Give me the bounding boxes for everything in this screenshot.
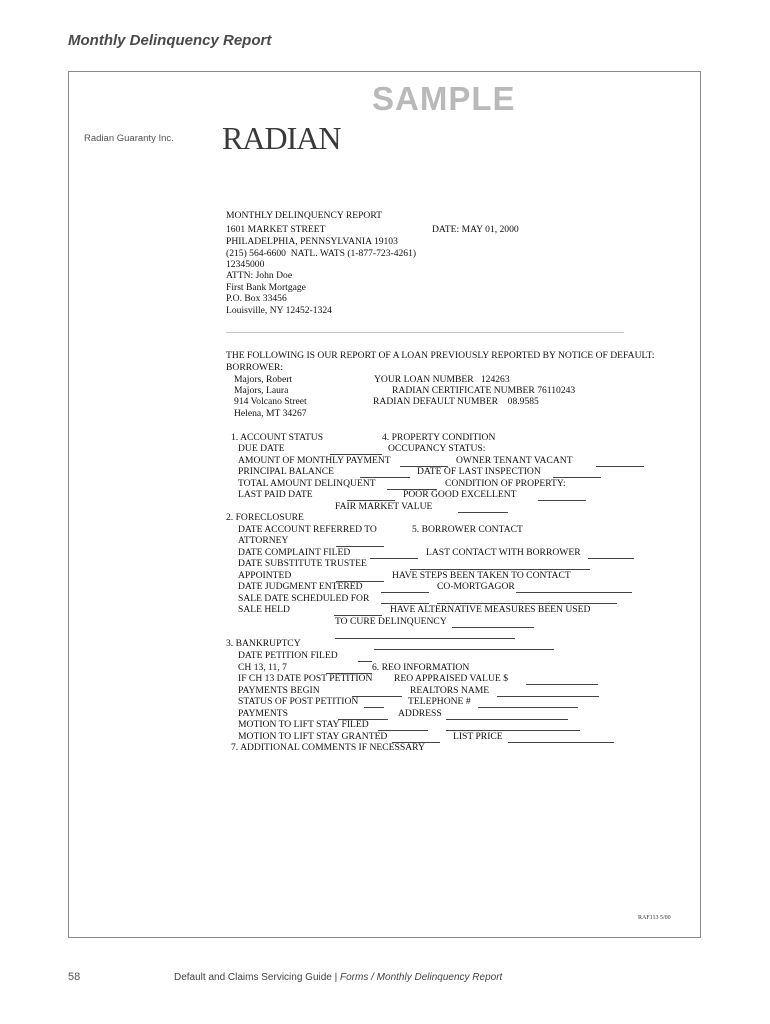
borrower-contact-heading: 5. BORROWER CONTACT xyxy=(412,524,523,535)
cure-field[interactable] xyxy=(452,627,534,628)
reo-heading: 6. REO INFORMATION xyxy=(372,662,470,673)
judgment-entered-label: DATE JUDGMENT ENTERED xyxy=(238,581,363,592)
sample-watermark: SAMPLE xyxy=(372,80,516,117)
bankruptcy-heading: 3. BANKRUPTCY xyxy=(226,638,301,649)
list-price-field[interactable] xyxy=(508,742,614,743)
street: 1601 MARKET STREET xyxy=(226,224,326,235)
motion-granted-label: MOTION TO LIFT STAY GRANTED xyxy=(238,731,388,742)
petition-filed-field[interactable] xyxy=(358,661,372,662)
footer-separator: | xyxy=(331,972,341,983)
account-status-heading: 1. ACCOUNT STATUS xyxy=(231,432,324,443)
occupancy-label: OCCUPANCY STATUS: xyxy=(388,443,486,454)
city: PHILADELPHIA, PENNSYLVANIA 19103 xyxy=(226,236,398,247)
list-price-label: LIST PRICE xyxy=(453,731,503,742)
borrower-street: 914 Volcano Street xyxy=(234,396,307,407)
foreclosure-heading: 2. FORECLOSURE xyxy=(226,512,304,523)
last-contact-label: LAST CONTACT WITH BORROWER xyxy=(426,547,581,558)
alt-measures-label: HAVE ALTERNATIVE MEASURES BEEN USED xyxy=(390,604,591,615)
property-condition-heading: 4. PROPERTY CONDITION xyxy=(382,432,496,443)
status-post-label: STATUS OF POST PETITION xyxy=(238,696,359,707)
page-number: 58 xyxy=(68,971,81,983)
reo-value-field[interactable] xyxy=(526,684,598,685)
attorney-label: ATTORNEY xyxy=(238,535,289,546)
telephone-label: TELEPHONE # xyxy=(408,696,471,707)
sale-scheduled-label: SALE DATE SCHEDULED FOR xyxy=(238,593,370,604)
intro-text: THE FOLLOWING IS OUR REPORT OF A LOAN PREVIOUSLY REPORTED BY NOTICE OF DEFAULT: xyxy=(226,350,655,361)
reo-value-label: REO APPRAISED VALUE $ xyxy=(394,673,508,684)
report-date: DATE: MAY 01, 2000 xyxy=(432,224,519,235)
borrower-name-1: Majors, Robert xyxy=(234,374,293,385)
complaint-filed-label: DATE COMPLAINT FILED xyxy=(238,547,351,558)
condition-options: POOR GOOD EXCELLENT xyxy=(403,489,517,500)
borrower-city: Helena, MT 34267 xyxy=(234,408,307,419)
last-paid-label: LAST PAID DATE xyxy=(238,489,313,500)
co-mortgagor-label: CO-MORTGAGOR xyxy=(437,581,515,592)
default-number: RADIAN DEFAULT NUMBER 08.9585 xyxy=(373,396,539,407)
appointed-label: APPOINTED xyxy=(238,570,292,581)
date-referred-label: DATE ACCOUNT REFERRED TO xyxy=(238,524,377,535)
page-title: Monthly Delinquency Report xyxy=(68,32,272,49)
borrower-label: BORROWER: xyxy=(226,362,284,373)
telephone-field[interactable] xyxy=(478,707,578,708)
last-inspection-label: DATE OF LAST INSPECTION xyxy=(417,466,541,477)
address-field[interactable] xyxy=(446,719,568,720)
cure-label: TO CURE DELINQUENCY xyxy=(335,616,447,627)
last-contact-field[interactable] xyxy=(588,558,634,559)
realtors-label: REALTORS NAME xyxy=(410,685,490,696)
principal-label: PRINCIPAL BALANCE xyxy=(238,466,335,477)
form-code: RAF113 5/00 xyxy=(638,915,671,921)
account-number: 12345000 xyxy=(226,259,265,270)
petition-filed-label: DATE PETITION FILED xyxy=(238,650,338,661)
logo-text: RADIAN xyxy=(222,120,341,156)
phone: (215) 564-6600 NATL. WATS (1-877-723-4261) xyxy=(226,248,417,259)
lender-name: First Bank Mortgage xyxy=(226,282,306,293)
certificate-number: RADIAN CERTIFICATE NUMBER 76110243 xyxy=(392,385,576,396)
borrower-name-2: Majors, Laura xyxy=(234,385,289,396)
status-post-field[interactable] xyxy=(364,707,384,708)
address-label: ADDRESS xyxy=(398,708,442,719)
co-mortgagor-field[interactable] xyxy=(516,592,632,593)
radian-logo xyxy=(222,120,347,160)
ch-label: CH 13, 11, 7 xyxy=(238,662,287,673)
footer-section: Forms / Monthly Delinquency Report xyxy=(340,972,503,983)
divider xyxy=(226,332,624,333)
payments-begin-field[interactable] xyxy=(352,696,402,697)
cure-extra-field[interactable] xyxy=(335,638,515,639)
footer-guide: Default and Claims Servicing Guide xyxy=(174,972,332,983)
fair-market-field[interactable] xyxy=(458,512,508,513)
occupancy-options: OWNER TENANT VACANT xyxy=(456,455,573,466)
condition-label: CONDITION OF PROPERTY: xyxy=(445,478,566,489)
attn: ATTN: John Doe xyxy=(226,270,293,281)
complaint-filed-field[interactable] xyxy=(370,558,418,559)
post-petition-label: IF CH 13 DATE POST PETITION xyxy=(238,673,373,684)
monthly-payment-label: AMOUNT OF MONTHLY PAYMENT xyxy=(238,455,391,466)
fair-market-label: FAIR MARKET VALUE xyxy=(335,501,433,512)
comments-heading: 7. ADDITIONAL COMMENTS IF NECESSARY xyxy=(231,742,425,753)
loan-number: YOUR LOAN NUMBER 124263 xyxy=(374,374,510,385)
condition-field[interactable] xyxy=(538,500,586,501)
payments-begin-label: PAYMENTS BEGIN xyxy=(238,685,320,696)
company-name: Radian Guaranty Inc. xyxy=(84,133,174,144)
sale-held-label: SALE HELD xyxy=(238,604,290,615)
substitute-trustee-label: DATE SUBSTITUTE TRUSTEE xyxy=(238,558,367,569)
steps-taken-label: HAVE STEPS BEEN TAKEN TO CONTACT xyxy=(392,570,571,581)
realtors-field[interactable] xyxy=(497,696,599,697)
occupancy-field[interactable] xyxy=(596,466,644,467)
footer xyxy=(174,972,502,983)
lender-city: Louisville, NY 12452-1324 xyxy=(226,305,332,316)
po-box: P.O. Box 33456 xyxy=(226,293,287,304)
due-date-label: DUE DATE xyxy=(238,443,285,454)
payments-label: PAYMENTS xyxy=(238,708,288,719)
total-delinquent-label: TOTAL AMOUNT DELINQUENT xyxy=(238,478,376,489)
bankruptcy-extra-field[interactable] xyxy=(374,649,554,650)
motion-filed-label: MOTION TO LIFT STAY FILED xyxy=(238,719,369,730)
judgment-entered-field[interactable] xyxy=(381,592,429,593)
report-name: MONTHLY DELINQUENCY REPORT xyxy=(226,210,383,221)
